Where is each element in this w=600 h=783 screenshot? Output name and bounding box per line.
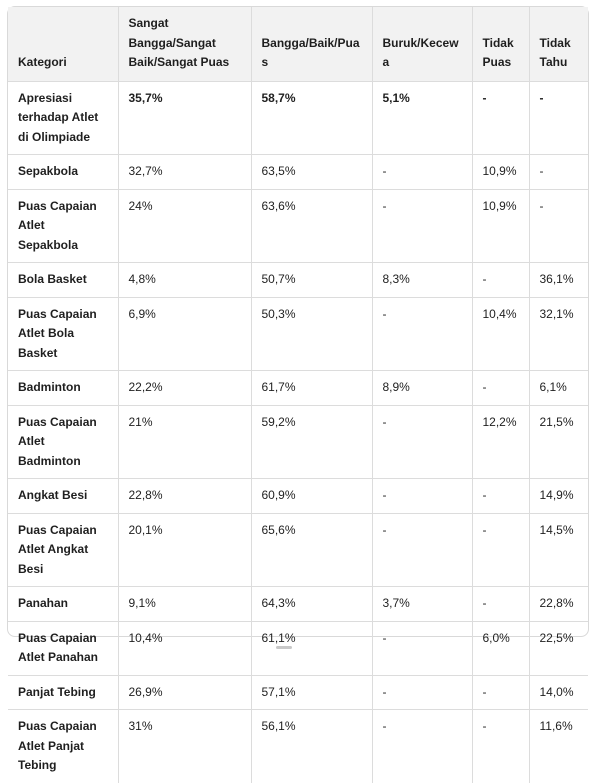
cell-tidak-tahu: - [529,81,588,155]
cell-buruk: - [372,621,472,675]
cell-tidak-puas: - [472,513,529,587]
survey-table [8,7,588,783]
cell-buruk: - [372,155,472,190]
cell-buruk: - [372,675,472,710]
cell-buruk: 8,3% [372,263,472,298]
cell-sangat-bangga: 32,7% [118,155,251,190]
table-row [8,621,588,675]
cell-tidak-puas: 10,9% [472,155,529,190]
cell-tidak-tahu: - [529,155,588,190]
cell-tidak-puas: - [472,587,529,622]
table-row [8,675,588,710]
cell-buruk: - [372,189,472,263]
cell-sangat-bangga: 9,1% [118,587,251,622]
cell-bangga: 61,7% [251,371,372,406]
table-row [8,263,588,298]
cell-kategori: Puas Capaian Atlet Badminton [8,405,118,479]
cell-tidak-puas: 12,2% [472,405,529,479]
table-row [8,479,588,514]
cell-bangga: 65,6% [251,513,372,587]
table-row [8,587,588,622]
cell-sangat-bangga: 22,2% [118,371,251,406]
cell-sangat-bangga: 22,8% [118,479,251,514]
header-tidak-puas: Tidak Puas [472,7,529,81]
cell-tidak-tahu: 14,0% [529,675,588,710]
cell-tidak-puas: - [472,479,529,514]
cell-bangga: 63,6% [251,189,372,263]
header-bangga: Bangga/Baik/Puas [251,7,372,81]
cell-sangat-bangga: 4,8% [118,263,251,298]
cell-tidak-puas: 10,4% [472,297,529,371]
cell-tidak-puas: 6,0% [472,621,529,675]
cell-kategori: Bola Basket [8,263,118,298]
cell-bangga: 59,2% [251,405,372,479]
cell-tidak-tahu: 22,8% [529,587,588,622]
cell-bangga: 57,1% [251,675,372,710]
table-row [8,513,588,587]
cell-bangga: 63,5% [251,155,372,190]
cell-buruk: - [372,479,472,514]
cell-buruk: 5,1% [372,81,472,155]
cell-bangga: 64,3% [251,587,372,622]
bottom-edge-mark [276,646,292,649]
cell-sangat-bangga: 35,7% [118,81,251,155]
header-tidak-tahu: Tidak Tahu [529,7,588,81]
cell-sangat-bangga: 20,1% [118,513,251,587]
cell-kategori: Puas Capaian Atlet Panahan [8,621,118,675]
cell-buruk: - [372,405,472,479]
cell-bangga: 58,7% [251,81,372,155]
cell-bangga: 50,7% [251,263,372,298]
cell-tidak-tahu: - [529,189,588,263]
cell-sangat-bangga: 26,9% [118,675,251,710]
cell-buruk: - [372,297,472,371]
table-header-row [8,7,588,81]
cell-bangga: 56,1% [251,710,372,783]
cell-kategori: Puas Capaian Atlet Panjat Tebing [8,710,118,783]
cell-tidak-tahu: 6,1% [529,371,588,406]
table-row [8,155,588,190]
cell-tidak-tahu: 22,5% [529,621,588,675]
table-container [7,6,589,772]
table-row [8,81,588,155]
header-kategori: Kategori [8,7,118,81]
cell-sangat-bangga: 10,4% [118,621,251,675]
cell-buruk: - [372,710,472,783]
cell-buruk: 3,7% [372,587,472,622]
cell-tidak-puas: - [472,263,529,298]
cell-bangga: 60,9% [251,479,372,514]
cell-kategori: Apresiasi terhadap Atlet di Olimpiade [8,81,118,155]
cell-tidak-tahu: 14,9% [529,479,588,514]
cell-kategori: Panahan [8,587,118,622]
cell-tidak-puas: - [472,81,529,155]
cell-sangat-bangga: 6,9% [118,297,251,371]
header-buruk: Buruk/Kecewa [372,7,472,81]
table-row [8,710,588,783]
table-row [8,297,588,371]
cell-tidak-puas: - [472,710,529,783]
cell-kategori: Puas Capaian Atlet Sepakbola [8,189,118,263]
cell-tidak-tahu: 14,5% [529,513,588,587]
cell-tidak-puas: - [472,675,529,710]
cell-buruk: - [372,513,472,587]
cell-kategori: Puas Capaian Atlet Bola Basket [8,297,118,371]
cell-kategori: Sepakbola [8,155,118,190]
table-row [8,405,588,479]
cell-tidak-tahu: 36,1% [529,263,588,298]
table-row [8,371,588,406]
cell-kategori: Angkat Besi [8,479,118,514]
cell-tidak-puas: 10,9% [472,189,529,263]
cell-tidak-tahu: 32,1% [529,297,588,371]
cell-sangat-bangga: 24% [118,189,251,263]
cell-sangat-bangga: 21% [118,405,251,479]
cell-bangga: 50,3% [251,297,372,371]
cell-kategori: Badminton [8,371,118,406]
cell-bangga: 61,1% [251,621,372,675]
cell-sangat-bangga: 31% [118,710,251,783]
cell-kategori: Puas Capaian Atlet Angkat Besi [8,513,118,587]
header-sangat-bangga: Sangat Bangga/Sangat Baik/Sangat Puas [118,7,251,81]
cell-tidak-puas: - [472,371,529,406]
cell-kategori: Panjat Tebing [8,675,118,710]
cell-buruk: 8,9% [372,371,472,406]
cell-tidak-tahu: 21,5% [529,405,588,479]
cell-tidak-tahu: 11,6% [539,719,573,733]
table-row [8,189,588,263]
